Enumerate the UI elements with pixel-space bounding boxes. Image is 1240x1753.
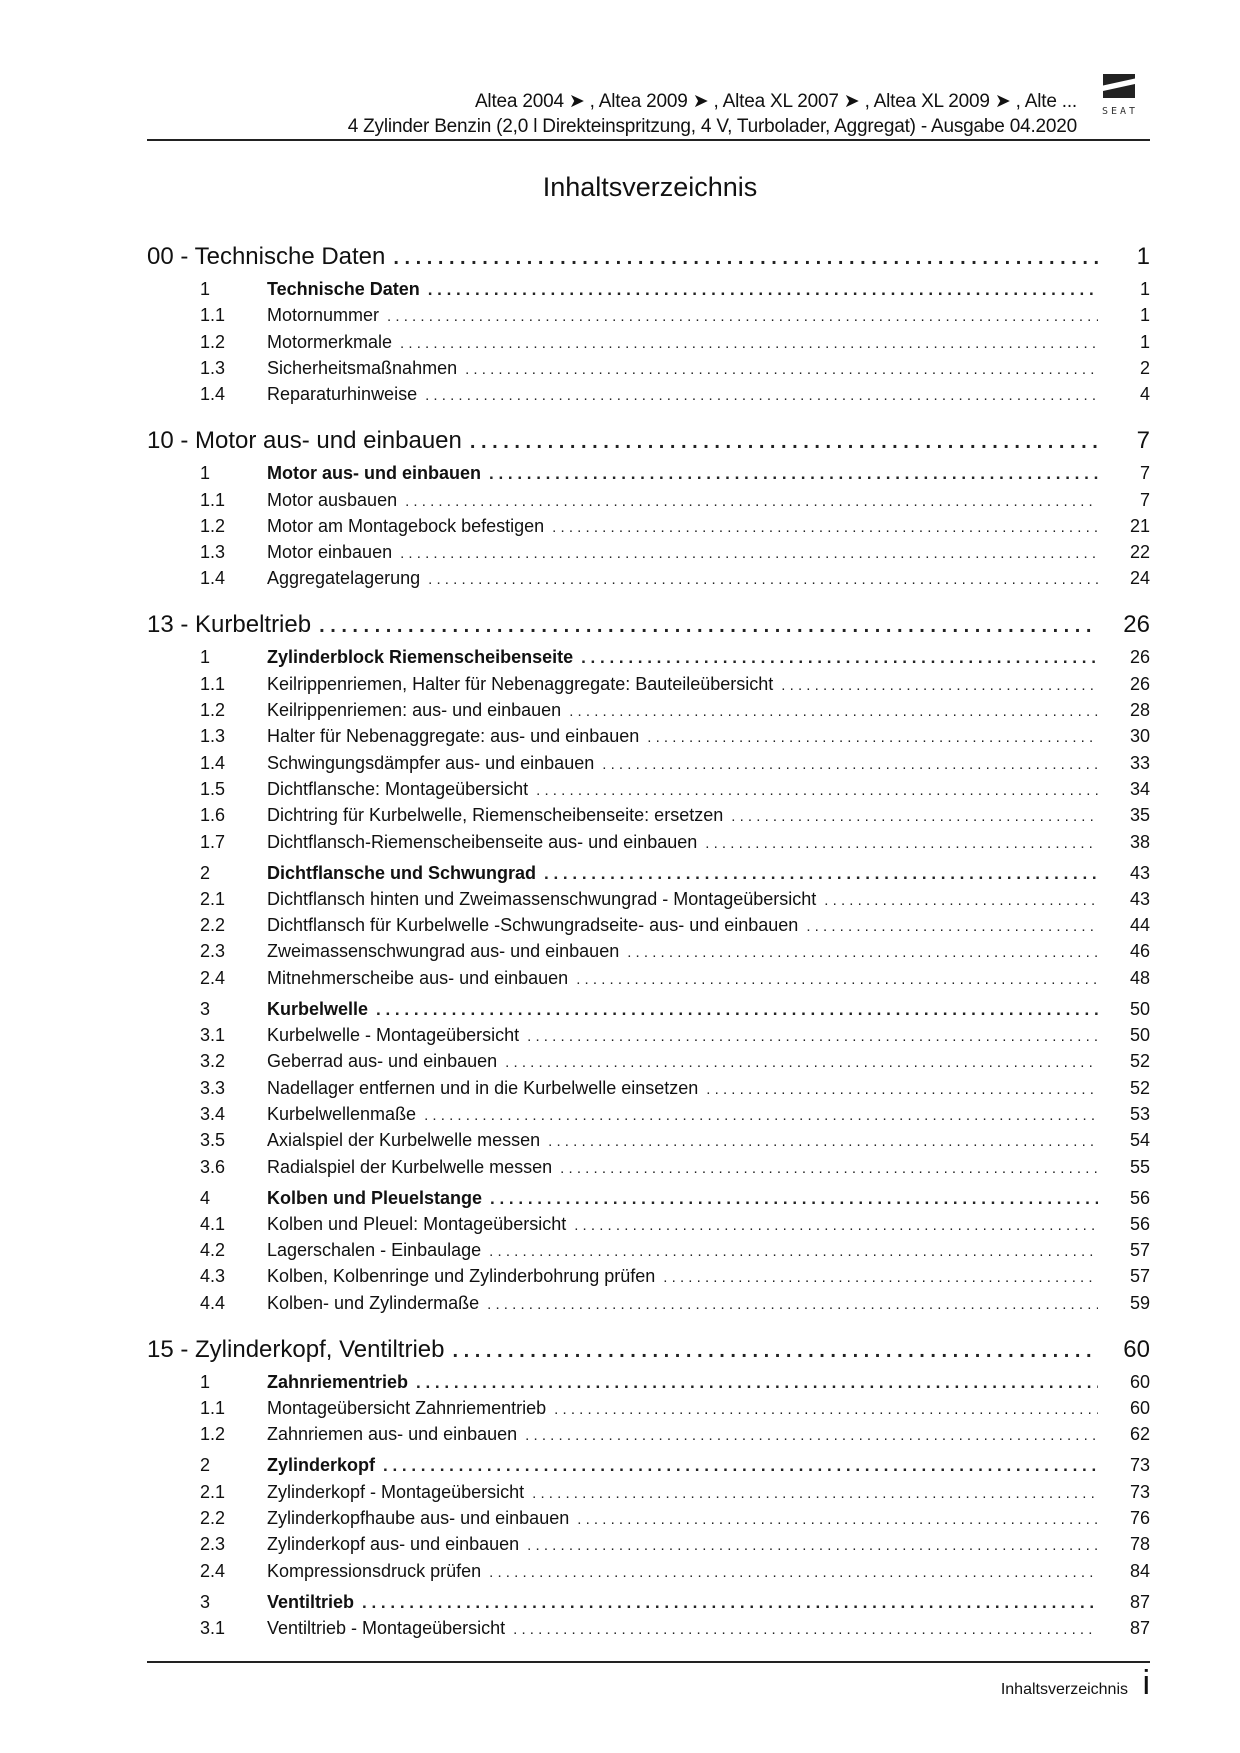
dot-leader <box>569 703 1098 720</box>
toc-entry-page: 73 <box>1129 1481 1150 1502</box>
toc-entry-title: Reparaturhinweise <box>267 384 418 405</box>
dot-leader <box>489 464 1098 484</box>
dot-leader <box>416 1373 1098 1393</box>
toc-subsection-entry[interactable] <box>147 384 1150 405</box>
toc-entry-number: 2.2 <box>200 915 226 936</box>
dot-leader <box>513 1621 1098 1638</box>
toc-subsection-entry[interactable] <box>147 1561 1150 1582</box>
toc-entry-page: 76 <box>1129 1507 1150 1528</box>
dot-leader <box>489 1564 1098 1581</box>
dot-leader <box>393 247 1098 270</box>
toc-subsection-entry[interactable] <box>147 332 1150 353</box>
toc-entry-number: 1.3 <box>200 542 226 563</box>
toc-entry-title: Zylinderkopfhaube aus- und einbauen <box>267 1507 570 1528</box>
dot-leader <box>362 1593 1098 1613</box>
dot-leader <box>663 1269 1098 1286</box>
toc-entry-title: Mitnehmerscheibe aus- und einbauen <box>267 967 569 988</box>
dot-leader <box>383 1456 1098 1476</box>
toc-section-entry[interactable] <box>147 1455 1150 1476</box>
dot-leader <box>824 892 1098 909</box>
toc-entry-page: 21 <box>1129 515 1150 536</box>
toc-entry-page: 28 <box>1129 700 1150 720</box>
toc-entry-number: 2.4 <box>200 1560 226 1581</box>
toc-entry-title: 13 - Kurbeltrieb <box>147 611 312 639</box>
header-rule <box>147 139 1150 141</box>
toc-entry-page: 50 <box>1129 998 1150 1019</box>
toc-entry-number: 3 <box>200 998 211 1019</box>
toc-entry-page: 2 <box>1139 357 1150 378</box>
toc-entry-page: 30 <box>1129 726 1150 747</box>
toc-chapter-entry[interactable] <box>147 1336 1150 1364</box>
toc-entry-title: Dichtring für Kurbelwelle, Riemenscheibenseite: ersetzen <box>267 805 724 826</box>
dot-leader <box>465 361 1098 378</box>
dot-leader <box>602 756 1098 773</box>
dot-leader <box>706 1081 1098 1098</box>
toc-entry-title: Motor ausbauen <box>267 489 398 510</box>
toc-entry-number: 2.3 <box>200 1534 226 1555</box>
toc-subsection-entry[interactable] <box>147 1508 1150 1529</box>
toc-subsection-entry[interactable] <box>147 1482 1150 1503</box>
toc-entry-page: 1 <box>1139 331 1150 352</box>
toc-entry-number: 1.3 <box>200 357 226 378</box>
toc-entry-number: 1.7 <box>200 831 226 852</box>
toc-entry-number: 3.3 <box>200 1077 226 1098</box>
toc-subsection-entry[interactable] <box>147 805 1150 826</box>
toc-entry-page: 7 <box>1139 463 1150 484</box>
dot-leader <box>490 1189 1098 1209</box>
dot-leader <box>577 1511 1098 1528</box>
toc-entry-number: 4.2 <box>200 1240 226 1261</box>
toc-entry-page: 50 <box>1129 1025 1150 1045</box>
dot-leader <box>576 971 1098 988</box>
toc-entry-title: Keilrippenriemen: aus- und einbauen <box>267 700 562 720</box>
dot-leader <box>554 1401 1098 1418</box>
toc-entry-number: 3.1 <box>200 1617 226 1638</box>
footer-section-label: Inhaltsverzeichnis <box>1000 1681 1128 1698</box>
toc-entry-title: Dichtflansch hinten und Zweimassenschwungrad - Montageübersicht <box>267 888 817 909</box>
toc-section-entry[interactable] <box>147 463 1150 484</box>
toc-entry-number: 3.6 <box>200 1156 226 1177</box>
toc-subsection-entry[interactable] <box>147 516 1150 537</box>
toc-subsection-entry[interactable] <box>147 700 1150 721</box>
toc-entry-title: Aggregatelagerung <box>267 568 421 589</box>
toc-subsection-entry[interactable] <box>147 1424 1150 1445</box>
toc-chapter-entry[interactable] <box>147 611 1150 639</box>
toc-entry-page: 26 <box>1123 611 1150 639</box>
toc-entry-title: Technische Daten <box>267 279 420 299</box>
toc-entry-number: 1 <box>200 463 211 484</box>
toc-entry-page: 7 <box>1136 427 1150 455</box>
toc-entry-page: 35 <box>1129 805 1150 826</box>
toc-entry-number: 1.4 <box>200 384 226 405</box>
dot-leader <box>470 431 1098 454</box>
toc-entry-number: 2.3 <box>200 941 226 962</box>
toc-subsection-entry[interactable] <box>147 1130 1150 1151</box>
dot-leader <box>452 1340 1098 1363</box>
toc-entry-title: Kolben und Pleuel: Montageübersicht <box>267 1213 567 1234</box>
footer-rule <box>147 1661 1150 1663</box>
toc-entry-page: 62 <box>1129 1424 1150 1445</box>
toc-entry-number: 3.4 <box>200 1103 226 1124</box>
toc-entry-page: 87 <box>1129 1617 1150 1638</box>
toc-entry-title: 00 - Technische Daten <box>147 243 386 270</box>
toc-entry-title: Dichtflansch für Kurbelwelle -Schwungradseite- aus- und einbauen <box>267 915 799 936</box>
toc-section-entry[interactable] <box>147 1188 1150 1209</box>
dot-leader <box>400 545 1098 562</box>
toc-entry-page: 34 <box>1129 778 1150 799</box>
toc-entry-page: 24 <box>1129 568 1150 589</box>
toc-entry-title: Ventiltrieb - Montageübersicht <box>267 1617 506 1638</box>
dot-leader <box>731 808 1098 825</box>
toc-entry-number: 3.2 <box>200 1051 226 1072</box>
toc-entry-page: 59 <box>1129 1292 1150 1313</box>
toc-entry-number: 1.3 <box>200 726 226 747</box>
toc-entry-title: Zylinderkopf - Montageübersicht <box>267 1481 525 1502</box>
toc-entry-page: 87 <box>1129 1591 1150 1612</box>
toc-entry-number: 3.5 <box>200 1130 226 1151</box>
toc-subsection-entry[interactable] <box>147 1025 1150 1046</box>
toc-subsection-entry[interactable] <box>147 1240 1150 1261</box>
toc-entry-page: 48 <box>1129 967 1150 988</box>
dot-leader <box>376 1000 1098 1020</box>
toc-entry-title: Zylinderblock Riemenscheibenseite <box>267 647 574 668</box>
toc-entry-title: Halter für Nebenaggregate: aus- und einbauen <box>267 726 640 747</box>
toc-section-entry[interactable] <box>147 863 1150 884</box>
toc-entry-title: Kurbelwelle - Montageübersicht <box>267 1025 520 1045</box>
toc-subsection-entry[interactable] <box>147 674 1150 695</box>
toc-entry-page: 55 <box>1129 1156 1150 1177</box>
dot-leader <box>527 1537 1098 1554</box>
toc-entry-page: 54 <box>1129 1130 1150 1151</box>
toc-entry-number: 1.4 <box>200 752 226 773</box>
toc-entry-page: 60 <box>1123 1335 1150 1363</box>
toc-entry-number: 1.1 <box>200 305 226 326</box>
toc-subsection-entry[interactable] <box>147 753 1150 774</box>
toc-entry-title: Kolben- und Zylindermaße <box>267 1292 480 1313</box>
toc-entry-number: 4 <box>200 1187 211 1208</box>
toc-entry-title: Radialspiel der Kurbelwelle messen <box>267 1156 553 1177</box>
toc-entry-title: Schwingungsdämpfer aus- und einbauen <box>267 752 595 773</box>
toc-entry-page: 22 <box>1129 542 1150 563</box>
toc-entry-number: 1.5 <box>200 778 226 799</box>
toc-entry-title: Kurbelwelle <box>267 998 369 1019</box>
toc-entry-title: Zweimassenschwungrad aus- und einbauen <box>267 941 620 962</box>
dot-leader <box>487 1296 1098 1313</box>
dot-leader <box>505 1054 1098 1071</box>
toc-entry-title: Nadellager entfernen und in die Kurbelwelle einsetzen <box>267 1077 699 1098</box>
toc-entry-number: 2 <box>200 862 211 883</box>
toc-chapter-entry[interactable] <box>147 243 1150 271</box>
toc-entry-title: Zahnriementrieb <box>267 1371 409 1392</box>
toc-entry-page: 52 <box>1129 1051 1150 1072</box>
page-title: Inhaltsverzeichnis <box>542 172 758 202</box>
toc-entry-page: 46 <box>1129 941 1150 962</box>
toc-entry-title: Dichtflansche: Montageübersicht <box>267 778 529 799</box>
dot-leader <box>405 493 1098 510</box>
toc-entry-number: 4.4 <box>200 1292 226 1313</box>
toc-entry-number: 4.3 <box>200 1266 226 1287</box>
toc-entry-title: Motor am Montagebock befestigen <box>267 515 545 536</box>
toc-entry-page: 43 <box>1129 862 1150 883</box>
toc-entry-page: 44 <box>1129 915 1150 936</box>
toc-subsection-entry[interactable] <box>147 358 1150 379</box>
toc-entry-page: 1 <box>1136 243 1150 270</box>
toc-entry-number: 4.1 <box>200 1213 226 1234</box>
toc-subsection-entry[interactable] <box>147 1157 1150 1178</box>
toc-subsection-entry[interactable] <box>147 568 1150 589</box>
toc-entry-title: Axialspiel der Kurbelwelle messen <box>267 1130 541 1151</box>
toc-subsection-entry[interactable] <box>147 542 1150 563</box>
toc-entry-page: 26 <box>1129 673 1150 694</box>
footer-page-number: i <box>1142 1664 1150 1702</box>
toc-entry-number: 1.2 <box>200 331 226 352</box>
dot-leader <box>548 1133 1098 1150</box>
toc-entry-title: Motor einbauen <box>267 542 393 563</box>
toc-entry-page: 26 <box>1129 647 1150 668</box>
toc-subsection-entry[interactable] <box>147 832 1150 853</box>
toc-subsection-entry[interactable] <box>147 1293 1150 1314</box>
toc-entry-title: Kolben und Pleuelstange <box>267 1187 483 1208</box>
toc-subsection-entry[interactable] <box>147 941 1150 962</box>
dot-leader <box>544 864 1098 884</box>
toc-entry-number: 1 <box>200 1371 211 1392</box>
dot-leader <box>525 1427 1098 1444</box>
toc-entry-title: 15 - Zylinderkopf, Ventiltrieb <box>147 1335 445 1363</box>
seat-logo-icon <box>1101 72 1137 100</box>
toc-subsection-entry[interactable] <box>147 726 1150 747</box>
toc-entry-number: 3 <box>200 1591 211 1612</box>
dot-leader <box>574 1217 1098 1234</box>
toc-entry-title: Ventiltrieb <box>267 1591 355 1612</box>
toc-entry-number: 2.1 <box>200 1481 226 1502</box>
toc-entry-title: Motornummer <box>267 305 380 326</box>
dot-leader <box>400 335 1098 352</box>
toc-section-entry[interactable] <box>147 999 1150 1020</box>
toc-entry-title: Keilrippenriemen, Halter für Nebenaggregate: Bauteileübersicht <box>267 673 774 694</box>
toc-entry-page: 1 <box>1139 305 1150 326</box>
toc-entry-number: 1.1 <box>200 489 226 510</box>
toc-entry-title: Zahnriemen aus- und einbauen <box>267 1424 518 1445</box>
dot-leader <box>705 835 1098 852</box>
header-engine-edition: 4 Zylinder Benzin (2,0 l Direkteinspritzung, 4 V, Turbolader, Aggregat) - Ausgabe 04.2020 <box>347 116 1077 137</box>
toc-entry-number: 1.2 <box>200 700 226 720</box>
toc-entry-page: 4 <box>1139 384 1150 405</box>
toc-entry-title: 10 - Motor aus- und einbauen <box>147 427 462 455</box>
dot-leader <box>424 1107 1098 1124</box>
toc-entry-title: Zylinderkopf aus- und einbauen <box>267 1534 520 1555</box>
toc-entry-number: 2.4 <box>200 967 226 988</box>
toc-entry-number: 1.1 <box>200 1398 226 1418</box>
dot-leader <box>489 1243 1098 1260</box>
toc-entry-title: Sicherheitsmaßnahmen <box>267 357 458 378</box>
toc-subsection-entry[interactable] <box>147 1078 1150 1099</box>
dot-leader <box>627 944 1098 961</box>
toc-subsection-entry[interactable] <box>147 1051 1150 1072</box>
toc-entry-title: Zylinderkopf <box>267 1455 376 1476</box>
toc-entry-page: 38 <box>1129 831 1150 852</box>
toc-entry-page: 52 <box>1129 1077 1150 1098</box>
toc-entry-page: 60 <box>1129 1371 1150 1392</box>
dot-leader <box>806 918 1098 935</box>
dot-leader <box>319 615 1098 638</box>
toc-entry-title: Kompressionsdruck prüfen <box>267 1560 482 1581</box>
toc-entry-number: 2.2 <box>200 1507 226 1528</box>
toc-entry-title: Dichtflansche und Schwungrad <box>267 862 537 883</box>
toc-entry-title: Kolben, Kolbenringe und Zylinderbohrung prüfen <box>267 1266 656 1287</box>
toc-entry-page: 84 <box>1129 1560 1150 1581</box>
toc-entry-number: 1.2 <box>200 1424 226 1445</box>
header-models: Altea 2004 ➤ , Altea 2009 ➤ , Altea XL 2007 ➤ , Altea XL 2009 ➤ , Alte ... <box>474 91 1077 112</box>
dot-leader <box>387 308 1098 325</box>
toc-section-entry[interactable] <box>147 1372 1150 1393</box>
seat-logo <box>1092 70 1148 120</box>
toc-entry-page: 57 <box>1129 1266 1150 1287</box>
dot-leader <box>532 1485 1098 1502</box>
toc-entry-number: 3.1 <box>200 1025 226 1045</box>
toc-entry-number: 2 <box>200 1455 211 1476</box>
toc-entry-title: Motormerkmale <box>267 331 393 352</box>
toc-entry-page: 57 <box>1129 1240 1150 1261</box>
toc-subsection-entry[interactable] <box>147 305 1150 326</box>
dot-leader <box>527 1028 1098 1045</box>
toc-entry-number: 2.1 <box>200 888 226 909</box>
toc-entry-title: Motor aus- und einbauen <box>267 463 481 484</box>
dot-leader <box>428 571 1098 588</box>
toc-entry-page: 53 <box>1129 1103 1150 1124</box>
toc-entry-title: Lagerschalen - Einbaulage <box>267 1240 482 1261</box>
toc-entry-number: 1.1 <box>200 673 226 694</box>
dot-leader <box>781 677 1098 694</box>
toc-entry-page: 1 <box>1139 279 1150 299</box>
toc-subsection-entry[interactable] <box>147 915 1150 936</box>
toc-entry-page: 56 <box>1129 1187 1150 1208</box>
toc-subsection-entry[interactable] <box>147 1214 1150 1235</box>
toc-subsection-entry[interactable] <box>147 968 1150 989</box>
toc-entry-number: 1 <box>200 279 211 299</box>
toc-entry-number: 1.6 <box>200 805 226 826</box>
toc-entry-number: 1 <box>200 647 211 668</box>
toc-section-entry[interactable] <box>147 279 1150 300</box>
toc-entry-page: 78 <box>1129 1534 1150 1555</box>
toc-entry-page: 73 <box>1129 1455 1150 1476</box>
toc-section-entry[interactable] <box>147 647 1150 668</box>
toc-entry-title: Kurbelwellenmaße <box>267 1103 417 1124</box>
dot-leader <box>647 729 1098 746</box>
toc-subsection-entry[interactable] <box>147 1618 1150 1639</box>
toc-section-entry[interactable] <box>147 1592 1150 1613</box>
toc-subsection-entry[interactable] <box>147 1534 1150 1555</box>
dot-leader <box>428 280 1098 300</box>
toc-entry-number: 1.2 <box>200 515 226 536</box>
toc-subsection-entry[interactable] <box>147 1398 1150 1419</box>
toc-entry-title: Geberrad aus- und einbauen <box>267 1051 498 1072</box>
toc-subsection-entry[interactable] <box>147 1266 1150 1287</box>
toc-entry-page: 60 <box>1129 1398 1150 1418</box>
toc-subsection-entry[interactable] <box>147 889 1150 910</box>
toc-entry-number: 1.4 <box>200 568 226 589</box>
dot-leader <box>560 1160 1098 1177</box>
toc-entry-page: 7 <box>1139 489 1150 510</box>
toc-entry-title: Montageübersicht Zahnriementrieb <box>267 1398 547 1418</box>
toc-entry-page: 56 <box>1129 1213 1150 1234</box>
dot-leader <box>552 519 1098 536</box>
toc-subsection-entry[interactable] <box>147 779 1150 800</box>
toc-entry-page: 33 <box>1129 752 1150 773</box>
seat-logo-text: SEAT <box>1101 106 1139 117</box>
toc-entry-page: 43 <box>1129 888 1150 909</box>
toc-subsection-entry[interactable] <box>147 490 1150 511</box>
toc-subsection-entry[interactable] <box>147 1104 1150 1125</box>
dot-leader <box>425 387 1098 404</box>
toc-entry-title: Dichtflansch-Riemenscheibenseite aus- und einbauen <box>267 831 698 852</box>
dot-leader <box>536 782 1098 799</box>
dot-leader <box>581 648 1098 668</box>
toc-chapter-entry[interactable] <box>147 427 1150 455</box>
